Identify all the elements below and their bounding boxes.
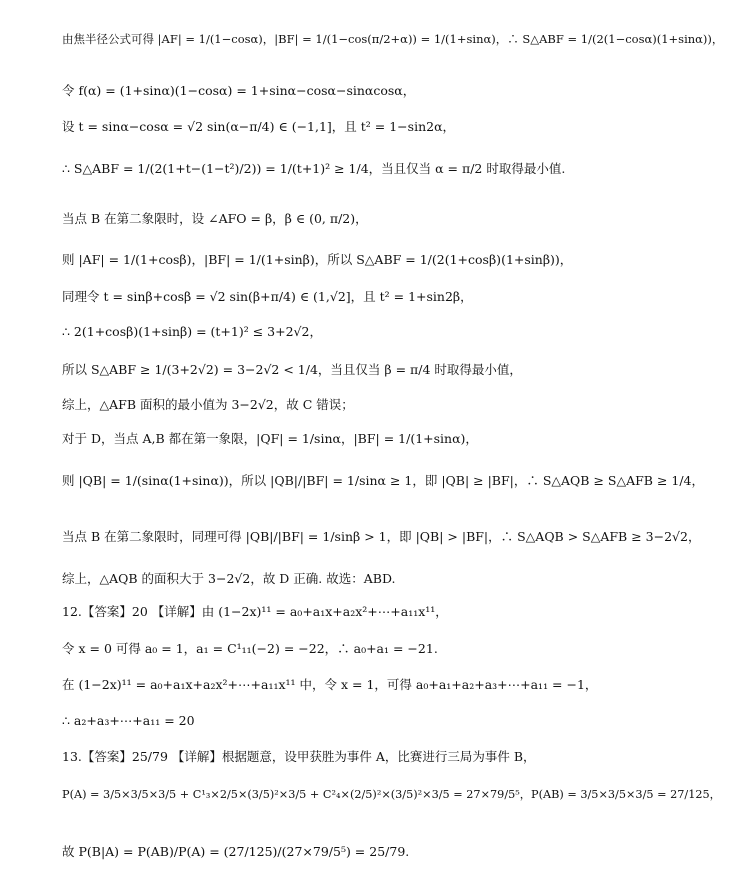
text-line-2: 令 f(α) = (1+sinα)(1−cosα) = 1+sinα−cosα−sinαcosα，: [62, 83, 416, 98]
text-line-11: 对于 D，当点 A,B 都在第一象限，|QF| = 1/sinα，|BF| = 1/(1+sinα)，: [62, 431, 478, 446]
text-line-21: 故 P(B|A) = P(AB)/P(A) = (27/125)/(27×79/5⁵) = 25/79.: [62, 844, 410, 859]
text-line-20: P(A) = 3/5×3/5×3/5 + C¹₃×2/5×(3/5)²×3/5 + C²₄×(2/5)²×(3/5)²×3/5 = 27×79/5⁵，P(AB) = 3/5×3/5×3/5 = 27/125，: [62, 788, 721, 801]
text-line-14: 综上，△AQB 的面积大于 3−2√2，故 D 正确. 故选：ABD.: [62, 571, 396, 586]
text-line-1: 由焦半径公式可得 |AF| = 1/(1−cosα)，|BF| = 1/(1−cos(π/2+α)) = 1/(1+sinα)，∴ S△ABF = 1/(2(1−cosα)(1+sinα))，: [62, 32, 724, 46]
text-line-17: 在 (1−2x)¹¹ = a₀+a₁x+a₂x²+⋯+a₁₁x¹¹ 中，令 x = 1，可得 a₀+a₁+a₂+a₃+⋯+a₁₁ = −1，: [62, 677, 598, 692]
text-line-5: 当点 B 在第二象限时，设 ∠AFO = β，β ∈ (0, π/2)，: [62, 211, 368, 226]
text-line-8: ∴ 2(1+cosβ)(1+sinβ) = (t+1)² ≤ 3+2√2，: [62, 324, 322, 339]
text-line-9: 所以 S△ABF ≥ 1/(3+2√2) = 3−2√2 < 1/4，当且仅当 β = π/4 时取得最小值，: [62, 362, 522, 377]
text-line-10: 综上，△AFB 面积的最小值为 3−2√2，故 C 错误；: [62, 397, 354, 412]
text-line-16: 令 x = 0 可得 a₀ = 1，a₁ = C¹₁₁(−2) = −22，∴ a₀+a₁ = −21.: [62, 641, 438, 656]
text-line-12: 则 |QB| = 1/(sinα(1+sinα))，所以 |QB|/|BF| = 1/sinα ≥ 1，即 |QB| ≥ |BF|，∴ S△AQB ≥ S△AFB ≥ 1/4，: [62, 473, 705, 488]
text-line-15: 12.【答案】20 【详解】由 (1−2x)¹¹ = a₀+a₁x+a₂x²+⋯+a₁₁x¹¹，: [62, 604, 448, 619]
text-line-7: 同理令 t = sinβ+cosβ = √2 sin(β+π/4) ∈ (1,√2]，且 t² = 1+sin2β，: [62, 289, 473, 304]
text-line-3: 设 t = sinα−cosα = √2 sin(α−π/4) ∈ (−1,1]，且 t² = 1−sin2α，: [62, 119, 456, 134]
text-line-18: ∴ a₂+a₃+⋯+a₁₁ = 20: [62, 713, 195, 728]
text-line-19: 13.【答案】25/79 【详解】根据题意，设甲获胜为事件 A，比赛进行三局为事件 B，: [62, 749, 536, 764]
text-line-4: ∴ S△ABF = 1/(2(1+t−(1−t²)/2)) = 1/(t+1)² ≥ 1/4，当且仅当 α = π/2 时取得最小值.: [62, 161, 566, 176]
text-line-13: 当点 B 在第二象限时，同理可得 |QB|/|BF| = 1/sinβ > 1，即 |QB| > |BF|，∴ S△AQB > S△AFB ≥ 3−2√2，: [62, 529, 701, 544]
text-line-6: 则 |AF| = 1/(1+cosβ)，|BF| = 1/(1+sinβ)，所以 S△ABF = 1/(2(1+cosβ)(1+sinβ))，: [62, 252, 573, 267]
